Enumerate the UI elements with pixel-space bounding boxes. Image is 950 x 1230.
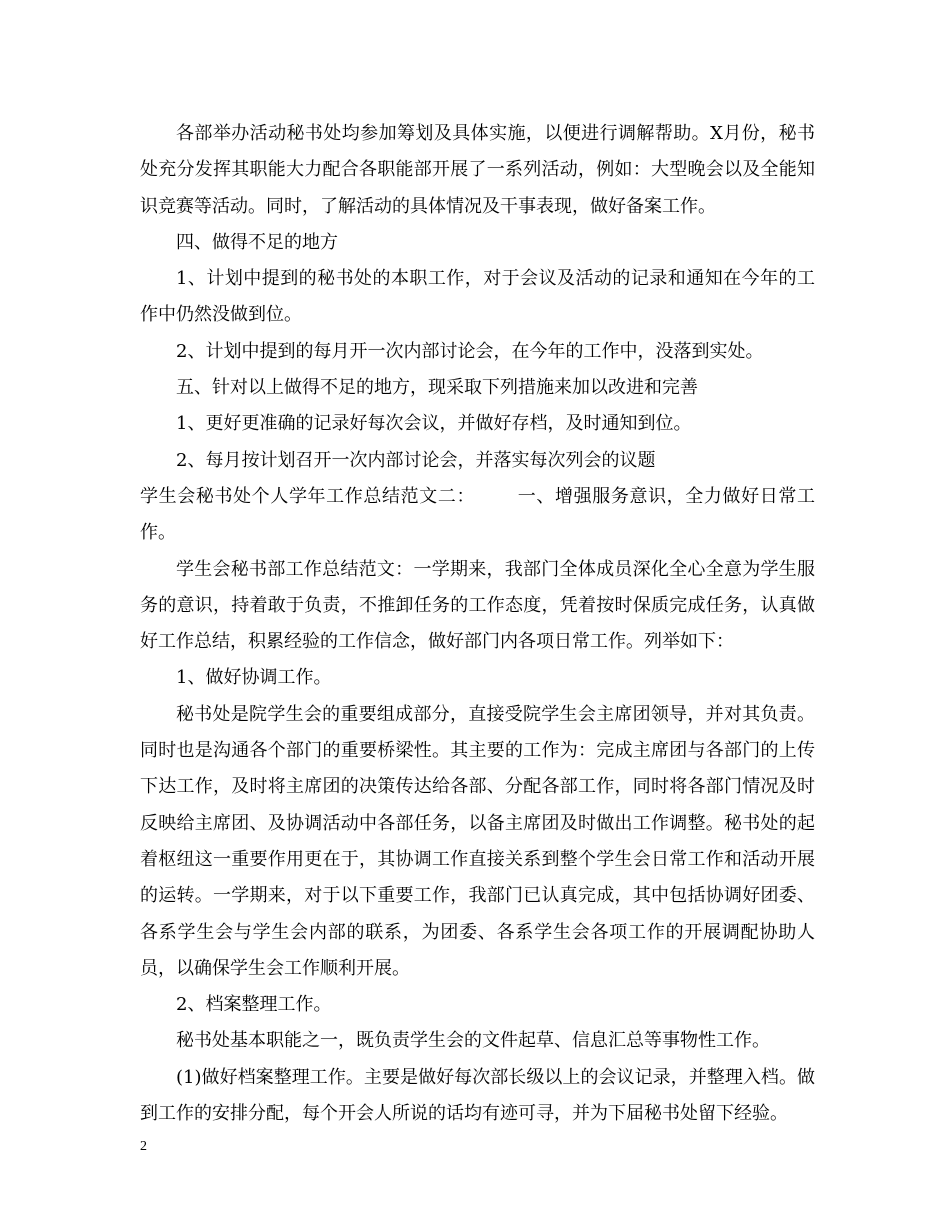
item-heading-coordination: 1、做好协调工作。 [176, 667, 332, 689]
document-title: 学生会秘书处个人学年工作总结范文二： [140, 485, 476, 507]
paragraph-archives-records: (1)做好档案整理工作。主要是做好每次部长级以上的会议记录，并整理入档。做到工作的安排分配，每个开会人所说的话均有迹可寻，并为下届秘书处留下经验。 [140, 1066, 815, 1125]
section-heading-shortcomings: 四、做得不足的地方 [176, 231, 338, 253]
item-heading-archives: 2、档案整理工作。 [176, 994, 332, 1016]
paragraph-archives-role: 秘书处基本职能之一，既负责学生会的文件起草、信息汇总等事物性工作。 [176, 1030, 770, 1052]
paragraph-coordination: 秘书处是院学生会的重要组成部分，直接受院学生会主席团领导，并对其负责。同时也是沟通各个部门的重要桥梁性。其主要的工作为：完成主席团与各部门的上传下达工作，及时将主席团的决策传达给各部、分配各部工作，同时将各部门情况及时反映给主席团、及协调活动中各部任务，以备主席团及时做出工作调整。秘书处的起着枢纽这一重要作用更在于，其协调工作直接关系到整个学生会日常工作和活动开展的运转。一学期来，对于以下重要工作，我部门已认真完成，其中包括协调好团委、各系学生会与学生会内部的联系，为团委、各系学生会各项工作的开展调配协助人员，以确保学生会工作顺利开展。 [140, 703, 815, 979]
document-body [140, 116, 815, 1132]
paragraph-improvement-2: 2、每月按计划召开一次内部讨论会，并落实每次列会的议题 [176, 449, 656, 471]
paragraph-intro: 学生会秘书部工作总结范文：一学期来，我部门全体成员深化全心全意为学生服务的意识，持着敢于负责，不推卸任务的工作态度，凭着按时保质完成任务，认真做好工作总结，积累经验的工作信念，做好部门内各项日常工作。列举如下： [140, 558, 815, 653]
paragraph-activities: 各部举办活动秘书处均参加筹划及具体实施，以便进行调解帮助。X月份，秘书处充分发挥其职能大力配合各职能部开展了一系列活动，例如：大型晚会以及全能知识竞赛等活动。同时，了解活动的具体情况及干事表现，做好备案工作。 [140, 123, 815, 217]
document-title-line [140, 479, 815, 552]
paragraph-improvement-1: 1、更好更准确的记录好每次会议，并做好存档，及时通知到位。 [176, 413, 692, 435]
paragraph-shortcoming-2: 2、计划中提到的每月开一次内部讨论会，在今年的工作中，没落到实处。 [176, 340, 764, 362]
paragraph-shortcoming-1: 1、计划中提到的秘书处的本职工作，对于会议及活动的记录和通知在今年的工作中仍然没做到位。 [140, 268, 815, 326]
title-continuation: 一、增强服务意识，全力做好日常工作。 [140, 485, 816, 544]
page-number: 2 [140, 1139, 147, 1154]
section-heading-improvements: 五、针对以上做得不足的地方，现采取下列措施来加以改进和完善 [176, 377, 698, 399]
